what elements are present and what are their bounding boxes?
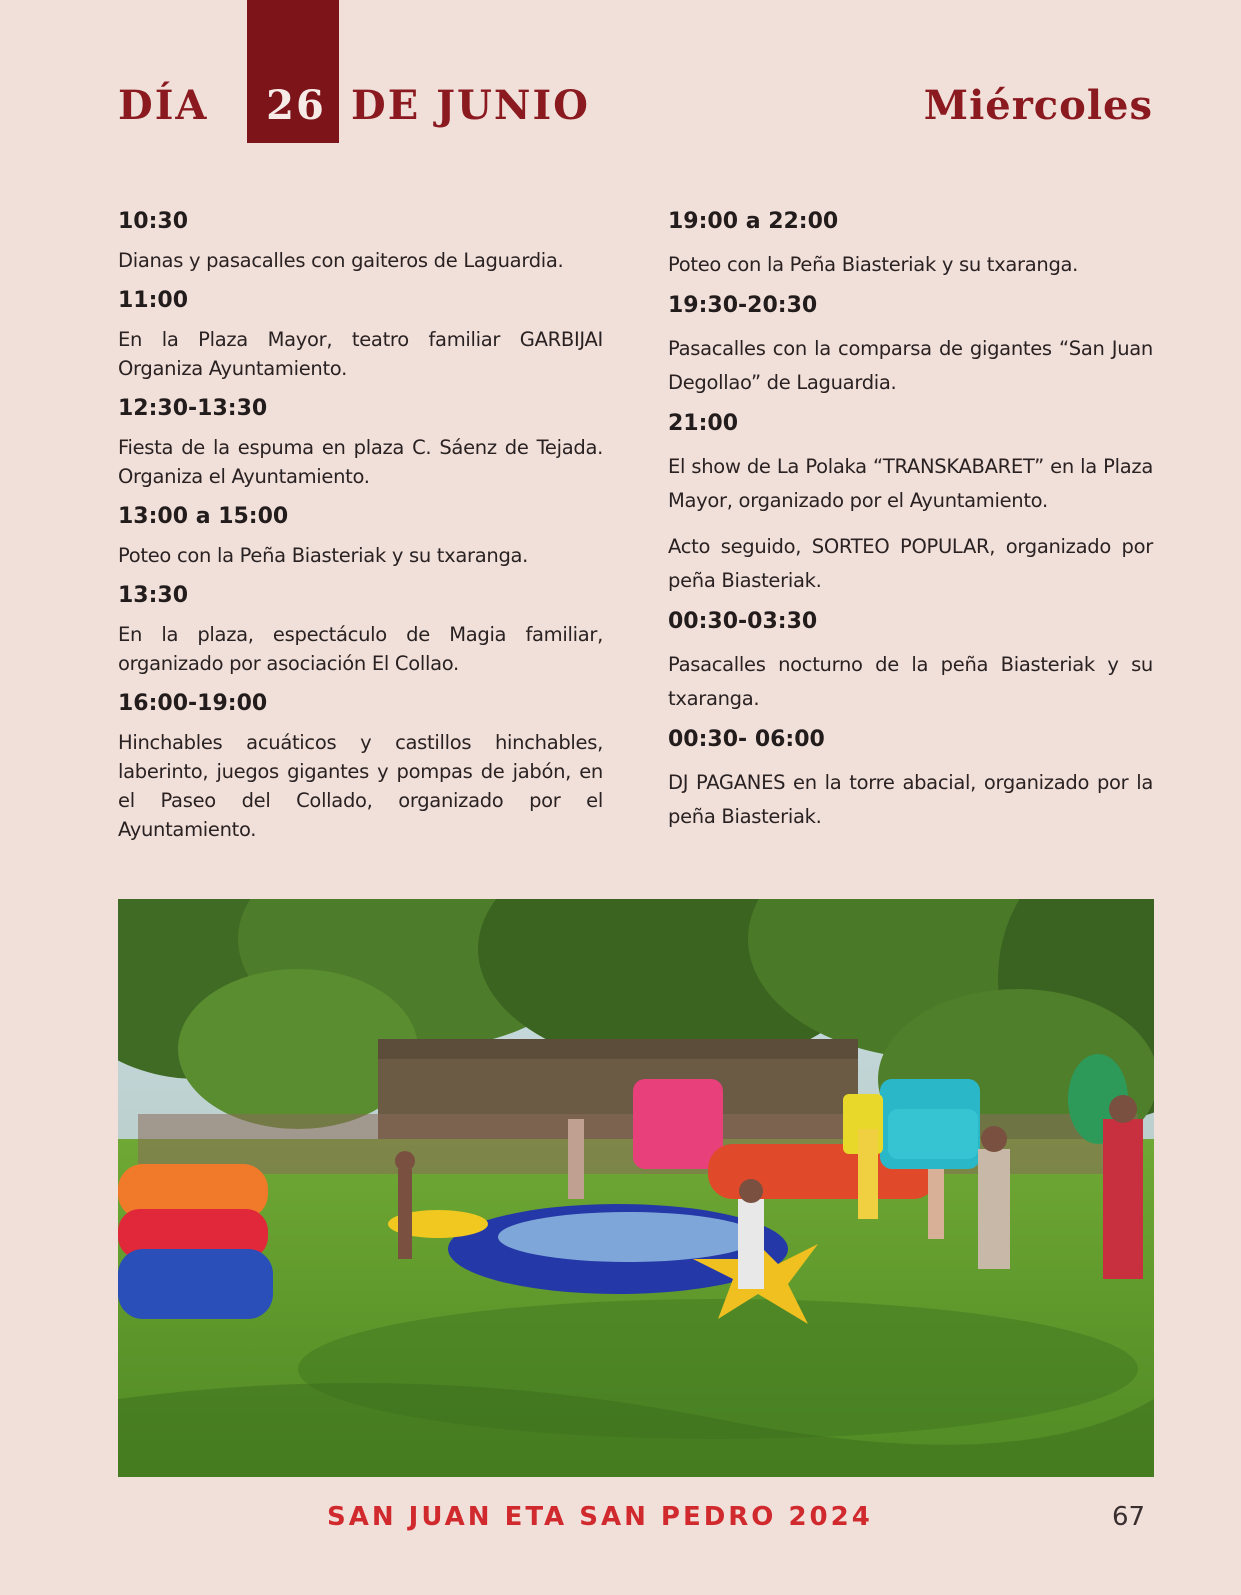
event-description: En la Plaza Mayor, teatro familiar GARBIJAI Organiza Ayuntamiento. [118, 328, 603, 380]
event-item [118, 503, 603, 570]
event-time: 12:30-13:30 [118, 396, 268, 421]
event-time: 13:00 a 15:00 [118, 504, 289, 529]
event-description: Poteo con la Peña Biasteriak y su txaranga. [668, 253, 1079, 276]
event-description: Poteo con la Peña Biasteriak y su txaranga. [118, 544, 529, 567]
event-description: Pasacalles con la comparsa de gigantes “San Juan Degollao” de Laguardia. [668, 337, 1153, 394]
event-time: 10:30 [118, 209, 189, 234]
header-dia: DÍA [118, 82, 209, 129]
event-item [668, 726, 1153, 834]
event-time: 13:30 [118, 583, 189, 608]
event-time: 19:30-20:30 [668, 293, 818, 318]
event-item [668, 208, 1153, 282]
event-time: 16:00-19:00 [118, 691, 268, 716]
schedule-left-column [118, 208, 603, 856]
event-item [118, 208, 603, 275]
event-item [668, 608, 1153, 716]
page-header [118, 82, 1153, 132]
event-description: DJ PAGANES en la torre abacial, organizado por la peña Biasteriak. [668, 771, 1153, 828]
event-item [118, 690, 603, 844]
park-inflatables-photo [118, 899, 1154, 1477]
event-item [668, 410, 1153, 598]
header-weekday: Miércoles [923, 82, 1153, 129]
event-time: 19:00 a 22:00 [668, 209, 839, 234]
event-description: Hinchables acuáticos y castillos hinchables, laberinto, juegos gigantes y pompas de jabón, en el Paseo del Collado, organizado por el Ayuntamiento. [118, 731, 603, 841]
page-number: 67 [1112, 1502, 1146, 1532]
event-time: 00:30-03:30 [668, 609, 818, 634]
event-description: Pasacalles nocturno de la peña Biasteriak y su txaranga. [668, 653, 1153, 710]
event-item [118, 287, 603, 383]
event-time: 21:00 [668, 411, 739, 436]
event-description: En la plaza, espectáculo de Magia familiar, organizado por asociación El Collao. [118, 623, 603, 675]
event-time: 11:00 [118, 288, 189, 313]
event-description: El show de La Polaka “TRANSKABARET” en la Plaza Mayor, organizado por el Ayuntamiento. [668, 455, 1153, 512]
event-time: 00:30- 06:00 [668, 727, 825, 752]
event-item [118, 395, 603, 491]
header-day-number: 26 [266, 82, 326, 129]
event-item [668, 292, 1153, 400]
footer-festival-title: SAN JUAN ETA SAN PEDRO 2024 [327, 1502, 873, 1532]
event-description: Dianas y pasacalles con gaiteros de Laguardia. [118, 249, 564, 272]
event-description: Fiesta de la espuma en plaza C. Sáenz de Tejada. Organiza el Ayuntamiento. [118, 436, 603, 488]
event-description-extra: Acto seguido, SORTEO POPULAR, organizado por peña Biasteriak. [668, 535, 1153, 592]
event-item [118, 582, 603, 678]
header-month: DE JUNIO [351, 82, 591, 129]
schedule-right-column [668, 208, 1153, 844]
